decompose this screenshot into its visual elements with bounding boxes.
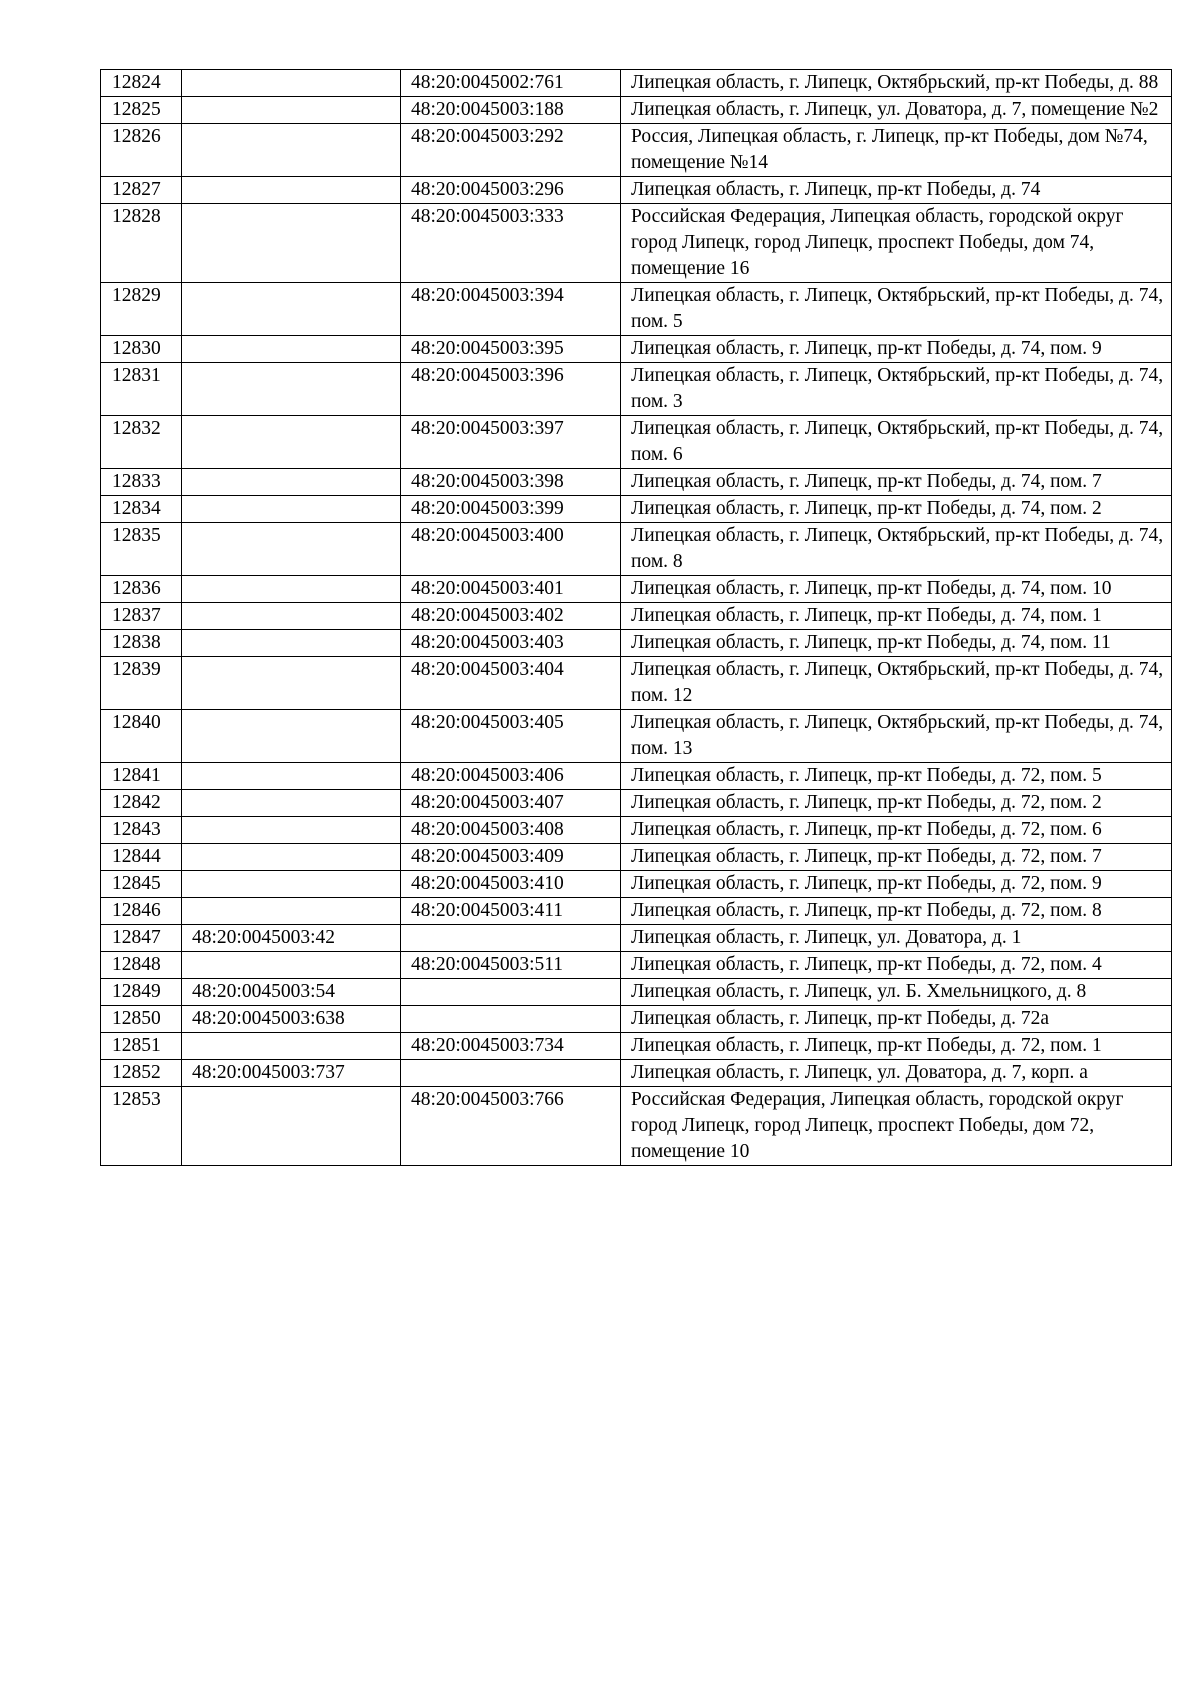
premises-cadastral-number-cell <box>401 979 621 1006</box>
row-number-cell: 12844 <box>101 844 182 871</box>
row-number-cell: 12850 <box>101 1006 182 1033</box>
row-number-cell: 12828 <box>101 204 182 283</box>
table-row <box>101 657 1172 710</box>
table-row <box>101 603 1172 630</box>
premises-cadastral-number-cell: 48:20:0045003:402 <box>401 603 621 630</box>
row-number-cell: 12831 <box>101 363 182 416</box>
parcel-cadastral-number-cell <box>182 204 401 283</box>
premises-cadastral-number-cell: 48:20:0045003:410 <box>401 871 621 898</box>
row-number-cell: 12846 <box>101 898 182 925</box>
address-cell: Липецкая область, г. Липецк, пр-кт Победы, д. 74, пом. 11 <box>621 630 1172 657</box>
parcel-cadastral-number-cell <box>182 871 401 898</box>
premises-cadastral-number-cell: 48:20:0045003:405 <box>401 710 621 763</box>
premises-cadastral-number-cell: 48:20:0045003:511 <box>401 952 621 979</box>
address-cell: Российская Федерация, Липецкая область, городской округ город Липецк, город Липецк, проспект Победы, дом 72, помещение 10 <box>621 1087 1172 1166</box>
address-cell: Липецкая область, г. Липецк, пр-кт Победы, д. 74 <box>621 177 1172 204</box>
table-row <box>101 952 1172 979</box>
premises-cadastral-number-cell: 48:20:0045003:296 <box>401 177 621 204</box>
parcel-cadastral-number-cell <box>182 177 401 204</box>
premises-cadastral-number-cell: 48:20:0045003:403 <box>401 630 621 657</box>
parcel-cadastral-number-cell <box>182 576 401 603</box>
table-row <box>101 496 1172 523</box>
address-cell: Липецкая область, г. Липецк, пр-кт Победы, д. 74, пом. 2 <box>621 496 1172 523</box>
table-row <box>101 1033 1172 1060</box>
row-number-cell: 12829 <box>101 283 182 336</box>
row-number-cell: 12827 <box>101 177 182 204</box>
address-cell: Липецкая область, г. Липецк, ул. Доватора, д. 7, помещение №2 <box>621 97 1172 124</box>
premises-cadastral-number-cell: 48:20:0045003:411 <box>401 898 621 925</box>
row-number-cell: 12834 <box>101 496 182 523</box>
row-number-cell: 12852 <box>101 1060 182 1087</box>
row-number-cell: 12849 <box>101 979 182 1006</box>
table-body <box>101 70 1172 1166</box>
address-cell: Липецкая область, г. Липецк, Октябрьский, пр-кт Победы, д. 74, пом. 5 <box>621 283 1172 336</box>
row-number-cell: 12851 <box>101 1033 182 1060</box>
document-table <box>100 69 1172 1166</box>
parcel-cadastral-number-cell: 48:20:0045003:42 <box>182 925 401 952</box>
address-cell: Липецкая область, г. Липецк, пр-кт Победы, д. 72а <box>621 1006 1172 1033</box>
premises-cadastral-number-cell: 48:20:0045003:395 <box>401 336 621 363</box>
row-number-cell: 12840 <box>101 710 182 763</box>
row-number-cell: 12847 <box>101 925 182 952</box>
parcel-cadastral-number-cell: 48:20:0045003:638 <box>182 1006 401 1033</box>
parcel-cadastral-number-cell <box>182 283 401 336</box>
table-row <box>101 710 1172 763</box>
table-row <box>101 469 1172 496</box>
premises-cadastral-number-cell: 48:20:0045003:734 <box>401 1033 621 1060</box>
address-cell: Липецкая область, г. Липецк, пр-кт Победы, д. 72, пом. 2 <box>621 790 1172 817</box>
parcel-cadastral-number-cell: 48:20:0045003:54 <box>182 979 401 1006</box>
table-row <box>101 979 1172 1006</box>
table-row <box>101 523 1172 576</box>
parcel-cadastral-number-cell <box>182 70 401 97</box>
parcel-cadastral-number-cell <box>182 469 401 496</box>
address-cell: Липецкая область, г. Липецк, пр-кт Победы, д. 72, пом. 9 <box>621 871 1172 898</box>
parcel-cadastral-number-cell <box>182 898 401 925</box>
premises-cadastral-number-cell: 48:20:0045003:292 <box>401 124 621 177</box>
table-row <box>101 898 1172 925</box>
row-number-cell: 12853 <box>101 1087 182 1166</box>
row-number-cell: 12842 <box>101 790 182 817</box>
premises-cadastral-number-cell: 48:20:0045003:407 <box>401 790 621 817</box>
parcel-cadastral-number-cell <box>182 363 401 416</box>
premises-cadastral-number-cell: 48:20:0045003:401 <box>401 576 621 603</box>
parcel-cadastral-number-cell <box>182 817 401 844</box>
parcel-cadastral-number-cell <box>182 496 401 523</box>
table-row <box>101 817 1172 844</box>
premises-cadastral-number-cell: 48:20:0045003:399 <box>401 496 621 523</box>
row-number-cell: 12826 <box>101 124 182 177</box>
row-number-cell: 12830 <box>101 336 182 363</box>
row-number-cell: 12838 <box>101 630 182 657</box>
address-cell: Липецкая область, г. Липецк, пр-кт Победы, д. 72, пом. 8 <box>621 898 1172 925</box>
table-row <box>101 177 1172 204</box>
parcel-cadastral-number-cell <box>182 336 401 363</box>
row-number-cell: 12833 <box>101 469 182 496</box>
premises-cadastral-number-cell: 48:20:0045003:188 <box>401 97 621 124</box>
address-cell: Липецкая область, г. Липецк, пр-кт Победы, д. 72, пом. 5 <box>621 763 1172 790</box>
premises-cadastral-number-cell: 48:20:0045003:404 <box>401 657 621 710</box>
table-row <box>101 1087 1172 1166</box>
premises-cadastral-number-cell: 48:20:0045003:397 <box>401 416 621 469</box>
premises-cadastral-number-cell: 48:20:0045003:398 <box>401 469 621 496</box>
premises-cadastral-number-cell: 48:20:0045003:333 <box>401 204 621 283</box>
address-cell: Липецкая область, г. Липецк, пр-кт Победы, д. 72, пом. 1 <box>621 1033 1172 1060</box>
table-row <box>101 416 1172 469</box>
premises-cadastral-number-cell: 48:20:0045003:396 <box>401 363 621 416</box>
row-number-cell: 12843 <box>101 817 182 844</box>
address-cell: Российская Федерация, Липецкая область, городской округ город Липецк, город Липецк, проспект Победы, дом 74, помещение 16 <box>621 204 1172 283</box>
parcel-cadastral-number-cell <box>182 97 401 124</box>
table-row <box>101 1006 1172 1033</box>
row-number-cell: 12839 <box>101 657 182 710</box>
premises-cadastral-number-cell: 48:20:0045003:400 <box>401 523 621 576</box>
parcel-cadastral-number-cell <box>182 790 401 817</box>
address-cell: Липецкая область, г. Липецк, пр-кт Победы, д. 74, пом. 10 <box>621 576 1172 603</box>
premises-cadastral-number-cell: 48:20:0045003:406 <box>401 763 621 790</box>
address-cell: Липецкая область, г. Липецк, ул. Доватора, д. 7, корп. а <box>621 1060 1172 1087</box>
address-cell: Липецкая область, г. Липецк, ул. Б. Хмельницкого, д. 8 <box>621 979 1172 1006</box>
row-number-cell: 12835 <box>101 523 182 576</box>
premises-cadastral-number-cell: 48:20:0045003:408 <box>401 817 621 844</box>
premises-cadastral-number-cell <box>401 925 621 952</box>
table-row <box>101 630 1172 657</box>
premises-cadastral-number-cell <box>401 1006 621 1033</box>
row-number-cell: 12836 <box>101 576 182 603</box>
parcel-cadastral-number-cell <box>182 657 401 710</box>
premises-cadastral-number-cell: 48:20:0045003:409 <box>401 844 621 871</box>
table-row <box>101 925 1172 952</box>
parcel-cadastral-number-cell <box>182 710 401 763</box>
address-cell: Липецкая область, г. Липецк, Октябрьский, пр-кт Победы, д. 74, пом. 13 <box>621 710 1172 763</box>
address-cell: Липецкая область, г. Липецк, пр-кт Победы, д. 74, пом. 7 <box>621 469 1172 496</box>
parcel-cadastral-number-cell <box>182 763 401 790</box>
premises-cadastral-number-cell: 48:20:0045003:394 <box>401 283 621 336</box>
premises-cadastral-number-cell: 48:20:0045003:766 <box>401 1087 621 1166</box>
address-cell: Липецкая область, г. Липецк, ул. Доватора, д. 1 <box>621 925 1172 952</box>
address-cell: Липецкая область, г. Липецк, пр-кт Победы, д. 72, пом. 7 <box>621 844 1172 871</box>
table-row <box>101 204 1172 283</box>
premises-cadastral-number-cell <box>401 1060 621 1087</box>
parcel-cadastral-number-cell <box>182 630 401 657</box>
table-row <box>101 283 1172 336</box>
table-row <box>101 576 1172 603</box>
row-number-cell: 12837 <box>101 603 182 630</box>
address-cell: Липецкая область, г. Липецк, пр-кт Победы, д. 74, пом. 9 <box>621 336 1172 363</box>
table-row <box>101 1060 1172 1087</box>
address-cell: Липецкая область, г. Липецк, пр-кт Победы, д. 72, пом. 6 <box>621 817 1172 844</box>
row-number-cell: 12848 <box>101 952 182 979</box>
row-number-cell: 12825 <box>101 97 182 124</box>
parcel-cadastral-number-cell <box>182 124 401 177</box>
address-cell: Липецкая область, г. Липецк, Октябрьский, пр-кт Победы, д. 74, пом. 3 <box>621 363 1172 416</box>
row-number-cell: 12824 <box>101 70 182 97</box>
table-row <box>101 124 1172 177</box>
address-cell: Липецкая область, г. Липецк, Октябрьский, пр-кт Победы, д. 88 <box>621 70 1172 97</box>
address-cell: Липецкая область, г. Липецк, пр-кт Победы, д. 72, пом. 4 <box>621 952 1172 979</box>
parcel-cadastral-number-cell <box>182 1087 401 1166</box>
parcel-cadastral-number-cell <box>182 603 401 630</box>
row-number-cell: 12845 <box>101 871 182 898</box>
parcel-cadastral-number-cell <box>182 1033 401 1060</box>
address-cell: Россия, Липецкая область, г. Липецк, пр-кт Победы, дом №74, помещение №14 <box>621 124 1172 177</box>
table-row <box>101 790 1172 817</box>
table-row <box>101 70 1172 97</box>
parcel-cadastral-number-cell <box>182 952 401 979</box>
parcel-cadastral-number-cell <box>182 416 401 469</box>
premises-cadastral-number-cell: 48:20:0045002:761 <box>401 70 621 97</box>
table-row <box>101 763 1172 790</box>
address-cell: Липецкая область, г. Липецк, Октябрьский, пр-кт Победы, д. 74, пом. 12 <box>621 657 1172 710</box>
address-cell: Липецкая область, г. Липецк, Октябрьский, пр-кт Победы, д. 74, пом. 6 <box>621 416 1172 469</box>
table-row <box>101 97 1172 124</box>
parcel-cadastral-number-cell <box>182 523 401 576</box>
address-cell: Липецкая область, г. Липецк, Октябрьский, пр-кт Победы, д. 74, пом. 8 <box>621 523 1172 576</box>
row-number-cell: 12832 <box>101 416 182 469</box>
parcel-cadastral-number-cell <box>182 844 401 871</box>
row-number-cell: 12841 <box>101 763 182 790</box>
table-row <box>101 363 1172 416</box>
table-row <box>101 336 1172 363</box>
table-row <box>101 844 1172 871</box>
parcel-cadastral-number-cell: 48:20:0045003:737 <box>182 1060 401 1087</box>
address-cell: Липецкая область, г. Липецк, пр-кт Победы, д. 74, пом. 1 <box>621 603 1172 630</box>
table-row <box>101 871 1172 898</box>
